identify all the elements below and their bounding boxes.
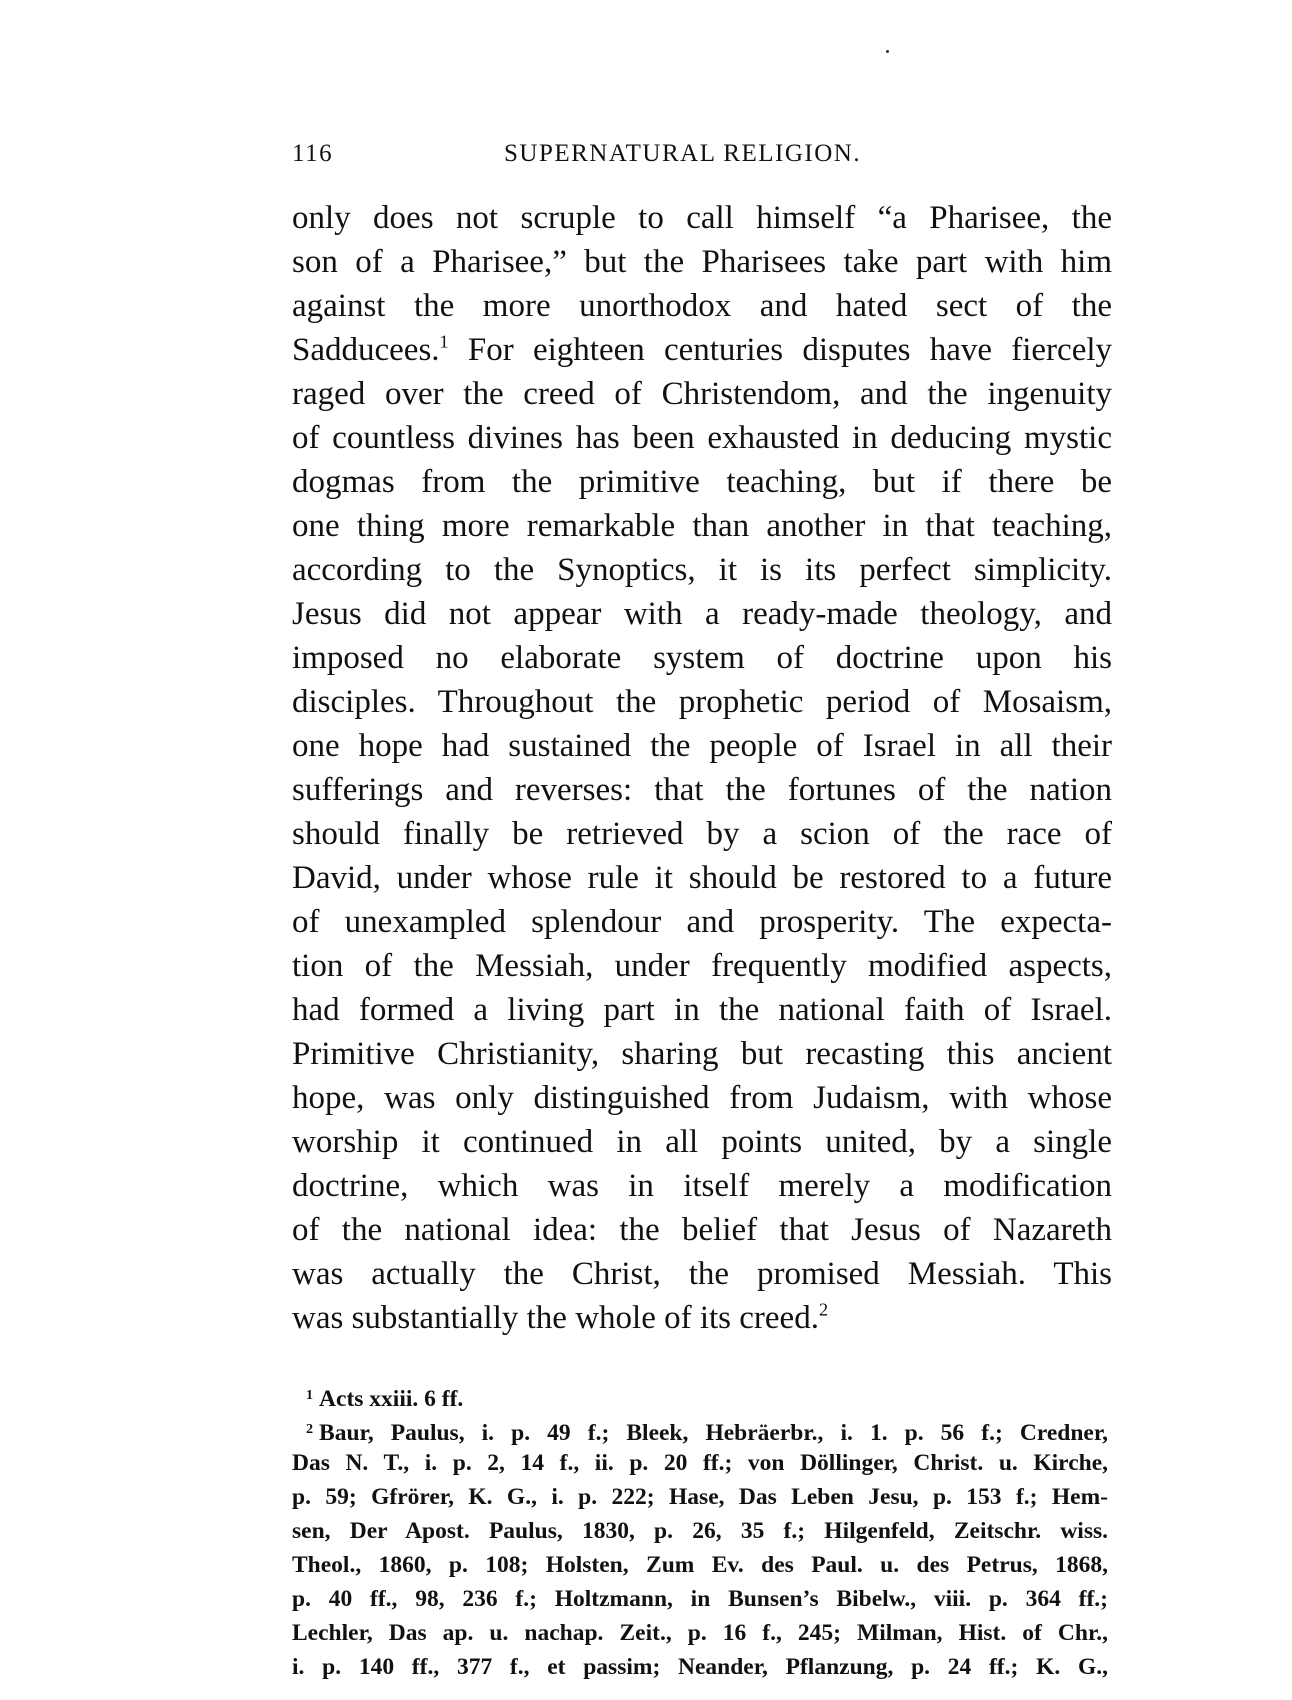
text-line: one thing more remarkable than another in that teaching,	[292, 508, 1112, 544]
footnote-2-line: Theol., 1860, p. 108; Holsten, Zum Ev. des Paul. u. des Petrus, 1868,	[292, 1552, 1108, 1578]
text-line: son of a Pharisee,” but the Pharisees take part with him	[292, 244, 1112, 280]
text-line: of the national idea: the belief that Jesus of Nazareth	[292, 1212, 1112, 1248]
footnote-1	[292, 1378, 1108, 1412]
footnote-text: Baur, Paulus, i. p. 49 f.; Bleek, Hebräerbr., i. 1. p. 56 f.; Credner,	[319, 1420, 1108, 1447]
text-line: dogmas from the primitive teaching, but if there be	[292, 464, 1112, 500]
text-line: sufferings and reverses: that the fortunes of the nation	[292, 772, 1112, 808]
text-line: of unexampled splendour and prosperity. The expecta-	[292, 904, 1112, 940]
text-line: disciples. Throughout the prophetic period of Mosaism,	[292, 684, 1112, 720]
running-title: SUPERNATURAL RELIGION.	[504, 140, 862, 167]
text-line: against the more unorthodox and hated sect of the	[292, 288, 1112, 324]
body-text	[292, 196, 1112, 1340]
text-line: raged over the creed of Christendom, and the ingenuity	[292, 376, 1112, 412]
text-line: according to the Synoptics, it is its perfect simplicity.	[292, 552, 1112, 588]
page-header	[292, 140, 1106, 170]
text-line: only does not scruple to call himself “a Pharisee, the	[292, 200, 1112, 236]
footnote-marker: 2	[306, 1421, 314, 1437]
text-fragment: Sadducees.	[292, 332, 440, 368]
footnote-2-line: p. 40 ff., 98, 236 f.; Holtzmann, in Bunsen’s Bibelw., viii. p. 364 ff.;	[292, 1586, 1108, 1612]
footnote-marker: 1	[306, 1387, 314, 1403]
text-fragment: was substantially the whole of its creed.	[292, 1300, 819, 1336]
text-line: Primitive Christianity, sharing but recasting this ancient	[292, 1036, 1112, 1072]
footnote-text: Acts xxiii. 6 ff.	[319, 1386, 464, 1413]
text-line: doctrine, which was in itself merely a modification	[292, 1168, 1112, 1204]
footnote-2-line: Lechler, Das ap. u. nachap. Zeit., p. 16 f., 245; Milman, Hist. of Chr.,	[292, 1620, 1108, 1646]
text-line: one hope had sustained the people of Israel in all their	[292, 728, 1112, 764]
text-fragment: For eighteen centuries disputes have fiercely	[467, 332, 1113, 368]
footnote-2-line: sen, Der Apost. Paulus, 1830, p. 26, 35 f.; Hilgenfeld, Zeitschr. wiss.	[292, 1518, 1108, 1544]
text-line: hope, was only distinguished from Judaism, with whose	[292, 1080, 1112, 1116]
text-line: had formed a living part in the national faith of Israel.	[292, 992, 1112, 1028]
text-line: worship it continued in all points united, by a single	[292, 1124, 1112, 1160]
footnote-ref-1: 1	[439, 331, 449, 352]
footnote-2-line: Das N. T., i. p. 2, 14 f., ii. p. 20 ff.; von Döllinger, Christ. u. Kirche,	[292, 1450, 1108, 1476]
page-number: 116	[292, 140, 334, 167]
text-line: was actually the Christ, the promised Messiah. This	[292, 1256, 1112, 1292]
text-line: tion of the Messiah, under frequently modified aspects,	[292, 948, 1112, 984]
text-line: of countless divines has been exhausted in deducing mystic	[292, 420, 1112, 456]
footnote-2-line: p. 59; Gfrörer, K. G., i. p. 222; Hase, Das Leben Jesu, p. 153 f.; Hem-	[292, 1484, 1108, 1510]
footnote-2-line	[292, 1412, 1108, 1446]
scan-speck	[886, 50, 889, 53]
text-line-with-footnote-ref	[292, 1296, 1112, 1340]
footnotes	[292, 1378, 1108, 1684]
text-line: should finally be retrieved by a scion of the race of	[292, 816, 1112, 852]
text-line-with-footnote-ref	[292, 328, 1112, 372]
text-line: David, under whose rule it should be restored to a future	[292, 860, 1112, 896]
footnote-ref-2: 2	[818, 1299, 829, 1320]
text-line: imposed no elaborate system of doctrine upon his	[292, 640, 1112, 676]
text-line: Jesus did not appear with a ready-made theology, and	[292, 596, 1112, 632]
footnote-2-line: i. p. 140 ff., 377 f., et passim; Neander, Pflanzung, p. 24 ff.; K. G.,	[292, 1654, 1108, 1680]
